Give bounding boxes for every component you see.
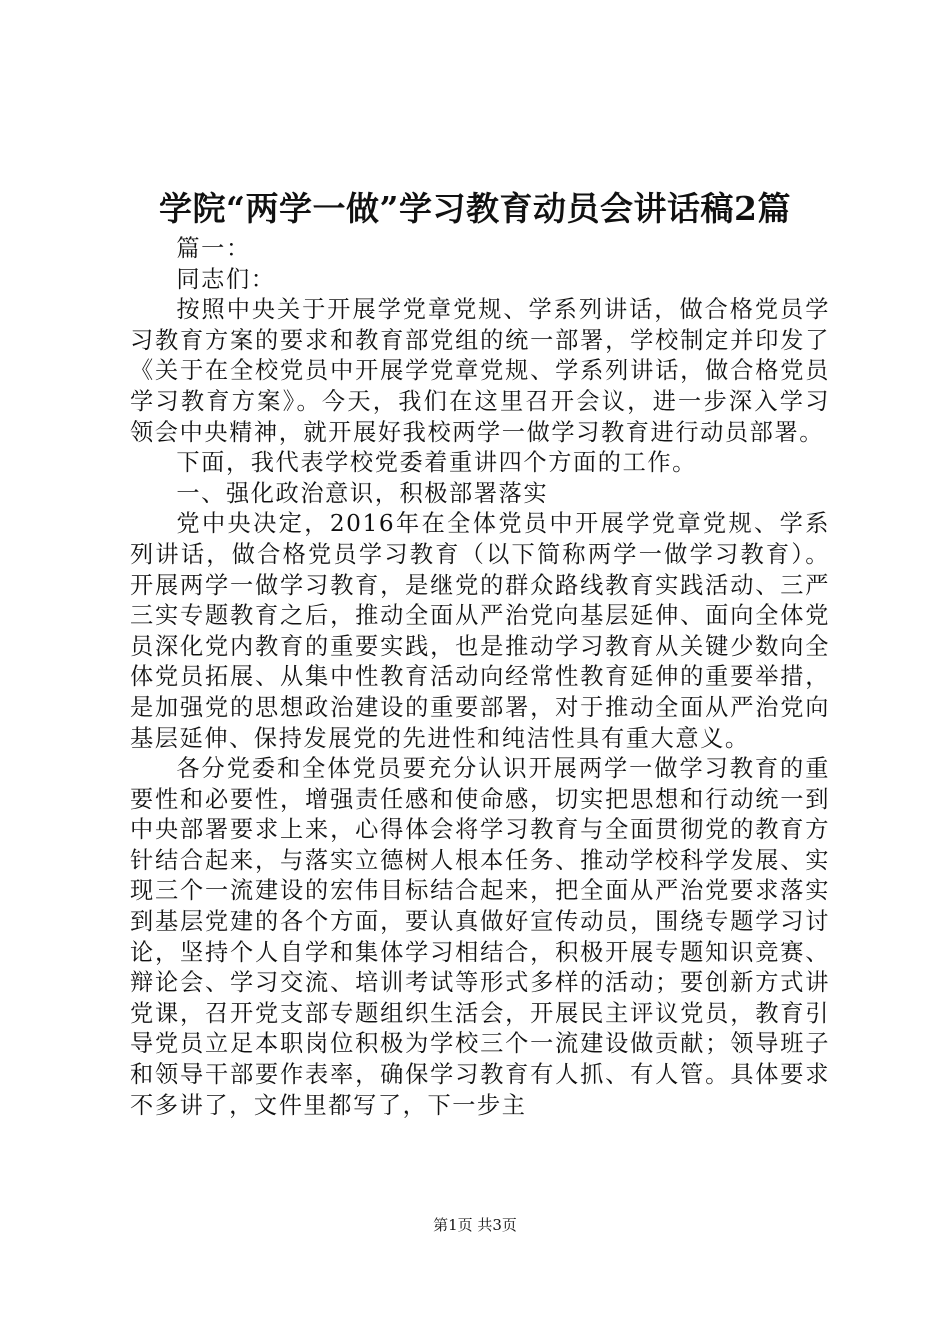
page-number-footer: 第1页 共3页 bbox=[433, 1216, 517, 1234]
paragraph-decision: 党中央决定，2016年在全体党员中开展学党章党规、学系列讲话，做合格党员学习教育（以下简称两学一做学习教育）。开展两学一做学习教育，是继党的群众路线教育实践活动、三严三实专题教育之后，推动全面从严治党向基层延伸、面向全体党员深化党内教育的重要实践，也是推动学习教育从关键少数向全体党员拓展、从集中性教育活动向经常性教育延伸的重要举措，是加强党的思想政治建设的重要部署，对于推动全面从严治党向基层延伸、保持发展党的先进性和纯洁性具有重大意义。 bbox=[130, 510, 830, 752]
paragraph-heading-one: 一、强化政治意识，积极部署落实 bbox=[176, 479, 549, 507]
paragraph-outline: 下面，我代表学校党委着重讲四个方面的工作。 bbox=[176, 449, 697, 477]
document-body bbox=[130, 234, 830, 1121]
document-title: 学院“两学一做”学习教育动员会讲话稿2篇 bbox=[159, 189, 791, 228]
paragraph-intro: 按照中央关于开展学党章党规、学系列讲话，做合格党员学习教育方案的要求和教育部党组的统一部署，学校制定并印发了《关于在全校党员中开展学党章党规、学系列讲话，做合格党员学习教育方案》。今天，我们在这里召开会议，进一步深入学习领会中央精神，就开展好我校两学一做学习教育进行动员部署。 bbox=[130, 296, 830, 446]
paragraph-requirements: 各分党委和全体党员要充分认识开展两学一做学习教育的重要性和必要性，增强责任感和使命感，切实把思想和行动统一到中央部署要求上来，心得体会将学习教育与全面贯彻党的教育方针结合起来，与落实立德树人根本任务、推动学校科学发展、实现三个一流建设的宏伟目标结合起来，把全面从严治党要求落实到基层党建的各个方面，要认真做好宣传动员，围绕专题学习讨论，坚持个人自学和集体学习相结合，积极开展专题知识竞赛、辩论会、学习交流、培训考试等形式多样的活动；要创新方式讲党课，召开党支部专题组织生活会，开展民主评议党员，教育引导党员立足本职岗位积极为学校三个一流建设做贡献；领导班子和领导干部要作表率，确保学习教育有人抓、有人管。具体要求不多讲了，文件里都写了，下一步主 bbox=[130, 755, 830, 1119]
paragraph-salutation: 同志们： bbox=[176, 265, 276, 293]
paragraph-section-label: 篇一： bbox=[176, 235, 251, 262]
